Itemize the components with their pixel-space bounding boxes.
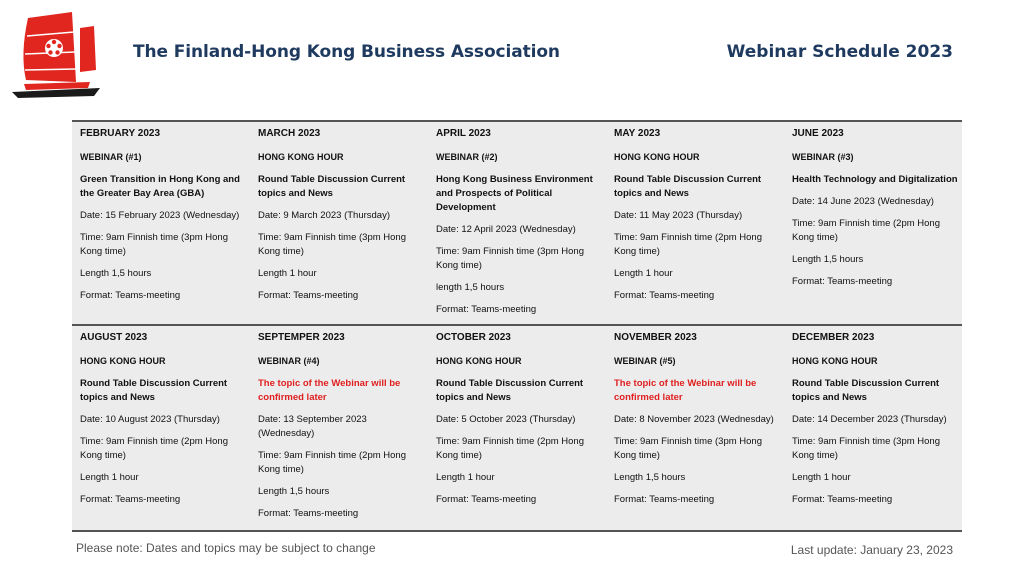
event-length: Length 1,5 hours bbox=[614, 472, 686, 483]
schedule-cell bbox=[784, 122, 962, 324]
schedule-cell bbox=[606, 122, 784, 324]
event-date: Date: 8 November 2023 (Wednesday) bbox=[614, 414, 774, 425]
event-length: Length 1,5 hours bbox=[80, 268, 152, 279]
event-length: Length 1 hour bbox=[436, 472, 495, 483]
event-topic: Round Table Discussion Current topics and News bbox=[792, 378, 940, 403]
event-type: HONG KONG HOUR bbox=[436, 356, 522, 366]
event-format: Format: Teams-meeting bbox=[614, 290, 715, 301]
event-topic-tbd: The topic of the Webinar will be confirmed later bbox=[614, 378, 757, 403]
disclaimer-note: Please note: Dates and topics may be subject to change bbox=[76, 541, 376, 555]
event-time: Time: 9am Finnish time (2pm Hong Kong time) bbox=[258, 450, 407, 475]
event-date: Date: 5 October 2023 (Thursday) bbox=[436, 414, 576, 425]
event-format: Format: Teams-meeting bbox=[614, 494, 715, 505]
junk-boat-logo-icon bbox=[10, 6, 106, 102]
event-topic: Round Table Discussion Current topics and News bbox=[80, 378, 228, 403]
event-time: Time: 9am Finnish time (2pm Hong Kong time) bbox=[436, 436, 585, 461]
event-type: WEBINAR (#5) bbox=[614, 356, 676, 366]
event-length: Length 1 hour bbox=[792, 472, 851, 483]
month-heading: DECEMBER 2023 bbox=[792, 332, 875, 343]
month-heading: AUGUST 2023 bbox=[80, 332, 148, 343]
event-format: Format: Teams-meeting bbox=[258, 508, 359, 519]
organization-title: The Finland-Hong Kong Business Association bbox=[133, 42, 560, 62]
schedule-cell bbox=[250, 326, 428, 530]
schedule-cell bbox=[428, 326, 606, 530]
event-format: Format: Teams-meeting bbox=[80, 494, 181, 505]
event-date: Date: 12 April 2023 (Wednesday) bbox=[436, 224, 576, 235]
schedule-row bbox=[72, 122, 962, 324]
schedule-title: Webinar Schedule 2023 bbox=[726, 42, 953, 62]
event-topic: Round Table Discussion Current topics and News bbox=[436, 378, 584, 403]
event-time: Time: 9am Finnish time (2pm Hong Kong time) bbox=[614, 232, 763, 257]
event-date: Date: 15 February 2023 (Wednesday) bbox=[80, 210, 240, 221]
event-time: Time: 9am Finnish time (3pm Hong Kong time) bbox=[792, 436, 941, 461]
event-format: Format: Teams-meeting bbox=[258, 290, 359, 301]
event-topic: Round Table Discussion Current topics and News bbox=[258, 174, 406, 199]
event-length: length 1,5 hours bbox=[436, 282, 505, 293]
schedule-cell bbox=[428, 122, 606, 324]
event-topic: Health Technology and Digitalization bbox=[792, 174, 958, 185]
event-type: WEBINAR (#2) bbox=[436, 152, 498, 162]
month-heading: APRIL 2023 bbox=[436, 128, 491, 139]
month-heading: JUNE 2023 bbox=[792, 128, 844, 139]
event-type: HONG KONG HOUR bbox=[80, 356, 166, 366]
last-update-text: Last update: January 23, 2023 bbox=[790, 543, 953, 557]
event-time: Time: 9am Finnish time (3pm Hong Kong time) bbox=[258, 232, 407, 257]
event-type: WEBINAR (#3) bbox=[792, 152, 854, 162]
event-length: Length 1 hour bbox=[80, 472, 139, 483]
event-type: WEBINAR (#1) bbox=[80, 152, 142, 162]
event-time: Time: 9am Finnish time (3pm Hong Kong time) bbox=[436, 246, 585, 271]
event-length: Length 1,5 hours bbox=[792, 254, 864, 265]
month-heading: FEBRUARY 2023 bbox=[80, 128, 161, 139]
event-topic-tbd: The topic of the Webinar will be confirmed later bbox=[258, 378, 401, 403]
schedule-cell bbox=[72, 326, 250, 530]
schedule-cell bbox=[250, 122, 428, 324]
schedule-table bbox=[72, 120, 962, 532]
event-topic: Hong Kong Business Environment and Prospects of Political Development bbox=[436, 174, 593, 213]
event-topic: Green Transition in Hong Kong and the Greater Bay Area (GBA) bbox=[80, 174, 240, 199]
event-date: Date: 11 May 2023 (Thursday) bbox=[614, 210, 743, 221]
month-heading: NOVEMBER 2023 bbox=[614, 332, 697, 343]
event-type: HONG KONG HOUR bbox=[792, 356, 878, 366]
event-time: Time: 9am Finnish time (2pm Hong Kong time) bbox=[792, 218, 941, 243]
event-length: Length 1 hour bbox=[258, 268, 317, 279]
event-time: Time: 9am Finnish time (2pm Hong Kong time) bbox=[80, 436, 229, 461]
month-heading: SEPTEMPER 2023 bbox=[258, 332, 345, 343]
month-heading: MARCH 2023 bbox=[258, 128, 321, 139]
event-date: Date: 14 June 2023 (Wednesday) bbox=[792, 196, 934, 207]
event-format: Format: Teams-meeting bbox=[436, 494, 537, 505]
schedule-cell bbox=[72, 122, 250, 324]
event-type: HONG KONG HOUR bbox=[614, 152, 700, 162]
event-time: Time: 9am Finnish time (3pm Hong Kong time) bbox=[614, 436, 763, 461]
event-format: Format: Teams-meeting bbox=[792, 494, 893, 505]
event-date: Date: 14 December 2023 (Thursday) bbox=[792, 414, 947, 425]
event-date: Date: 13 September 2023 (Wednesday) bbox=[258, 414, 367, 439]
event-topic: Round Table Discussion Current topics and News bbox=[614, 174, 762, 199]
month-heading: OCTOBER 2023 bbox=[436, 332, 511, 343]
event-length: Length 1,5 hours bbox=[258, 486, 330, 497]
event-format: Format: Teams-meeting bbox=[792, 276, 893, 287]
schedule-row bbox=[72, 324, 962, 530]
schedule-cell bbox=[784, 326, 962, 530]
event-date: Date: 10 August 2023 (Thursday) bbox=[80, 414, 220, 425]
event-format: Format: Teams-meeting bbox=[80, 290, 181, 301]
event-type: WEBINAR (#4) bbox=[258, 356, 320, 366]
event-time: Time: 9am Finnish time (3pm Hong Kong time) bbox=[80, 232, 229, 257]
event-length: Length 1 hour bbox=[614, 268, 673, 279]
schedule-cell bbox=[606, 326, 784, 530]
event-date: Date: 9 March 2023 (Thursday) bbox=[258, 210, 391, 221]
event-type: HONG KONG HOUR bbox=[258, 152, 344, 162]
event-format: Format: Teams-meeting bbox=[436, 304, 537, 315]
month-heading: MAY 2023 bbox=[614, 128, 661, 139]
